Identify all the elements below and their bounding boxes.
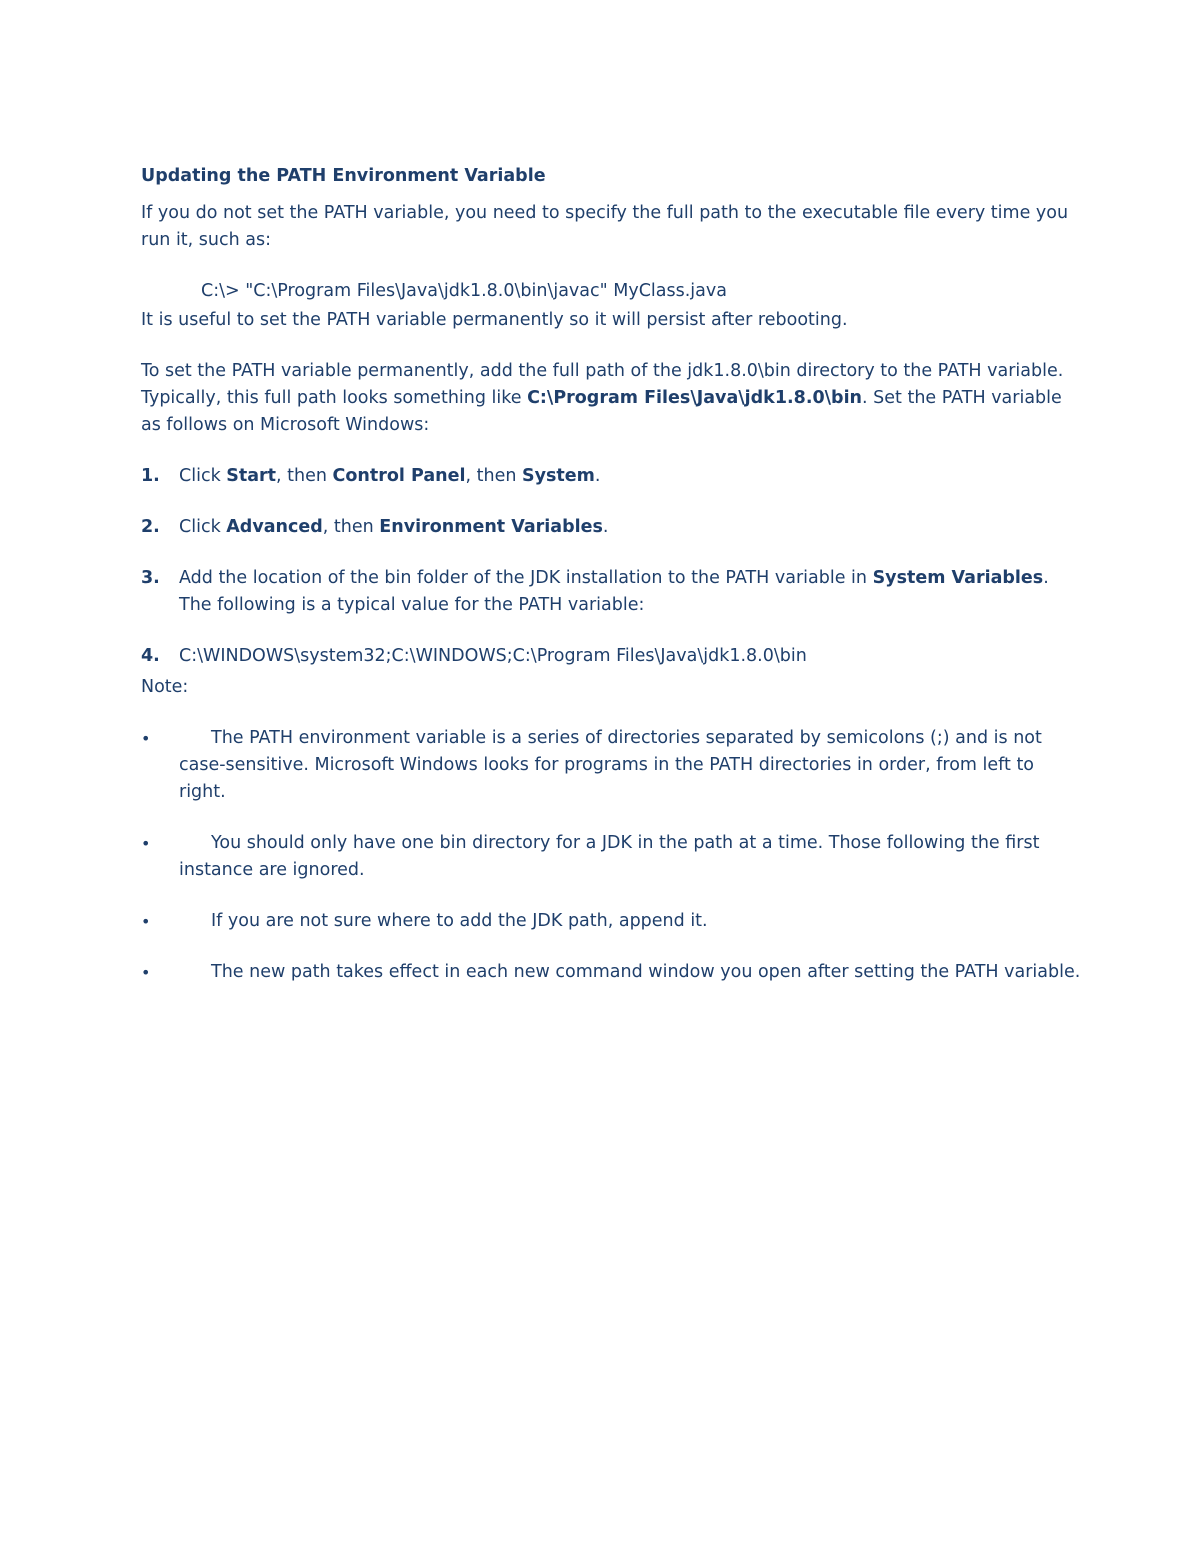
step-strong: Start: [226, 466, 277, 486]
step-number: 2.: [141, 517, 160, 537]
step-text: .: [602, 517, 609, 537]
intro-paragraph: If you do not set the PATH variable, you need to specify the full path to the executable file every time you run it, such as:: [141, 203, 1069, 250]
step-strong: Environment Variables: [379, 517, 603, 537]
step-text: , then: [465, 466, 522, 486]
note-text: The PATH environment variable is a series of directories separated by semicolons (;) and is not case-sensitive. Microsoft Windows looks for programs in the PATH directories in order, from left to right.: [179, 728, 1042, 802]
step-strong: System: [521, 466, 595, 486]
step-item: [141, 514, 1081, 541]
steps-list: [141, 463, 1081, 670]
note-label: Note:: [141, 677, 189, 697]
step-item: [141, 643, 1081, 670]
bullet-icon: •: [141, 963, 151, 982]
bullet-icon: •: [141, 834, 151, 853]
permanent-path: C:\Program Files\Java\jdk1.8.0\bin: [527, 388, 863, 408]
step-item: [141, 463, 1081, 490]
step-number: 1.: [141, 466, 160, 486]
step-text: , then: [322, 517, 380, 537]
note-item: [141, 725, 1081, 806]
permanent-text-a: To set the PATH variable permanently, add the full path of the jdk1.8.0\bin directory to the PATH variable. Typically, this full path looks something like: [141, 361, 1064, 408]
command-example: [141, 278, 1081, 305]
document-body: [141, 163, 1081, 1010]
bullet-icon: •: [141, 912, 151, 931]
step-text: Click: [179, 517, 227, 537]
step-number: 4.: [141, 646, 160, 666]
permanent-paragraph: [141, 358, 1081, 439]
useful-paragraph: It is useful to set the PATH variable permanently so it will persist after rebooting.: [141, 310, 848, 330]
permanent-text-b: . Set the PATH variable as follows on Microsoft Windows:: [141, 388, 1062, 435]
note-text: If you are not sure where to add the JDK path, append it.: [211, 911, 708, 931]
step-text: Add the location of the bin folder of the JDK installation to the PATH variable in: [179, 568, 873, 588]
note-text: You should only have one bin directory for a JDK in the path at a time. Those following the first instance are ignored.: [179, 833, 1040, 880]
note-item: [141, 908, 1081, 935]
path-value: C:\WINDOWS\system32;C:\WINDOWS;C:\Program Files\Java\jdk1.8.0\bin: [179, 646, 807, 666]
page-title: Updating the PATH Environment Variable: [141, 166, 546, 186]
command-text: C:\> "C:\Program Files\Java\jdk1.8.0\bin\javac" MyClass.java: [201, 281, 727, 301]
notes-list: [141, 725, 1081, 986]
note-text: The new path takes effect in each new command window you open after setting the PATH variable.: [211, 962, 1081, 982]
bullet-icon: •: [141, 729, 151, 748]
step-strong: Advanced: [226, 517, 323, 537]
step-strong: Control Panel: [332, 466, 466, 486]
step-number: 3.: [141, 568, 160, 588]
step-item: [141, 565, 1081, 619]
step-strong: System Variables: [872, 568, 1044, 588]
step-text: Click: [179, 466, 227, 486]
note-item: [141, 830, 1081, 884]
step-text: . The following is a typical value for the PATH variable:: [179, 568, 1049, 615]
note-item: [141, 959, 1081, 986]
step-text: .: [594, 466, 601, 486]
step-text: , then: [276, 466, 333, 486]
